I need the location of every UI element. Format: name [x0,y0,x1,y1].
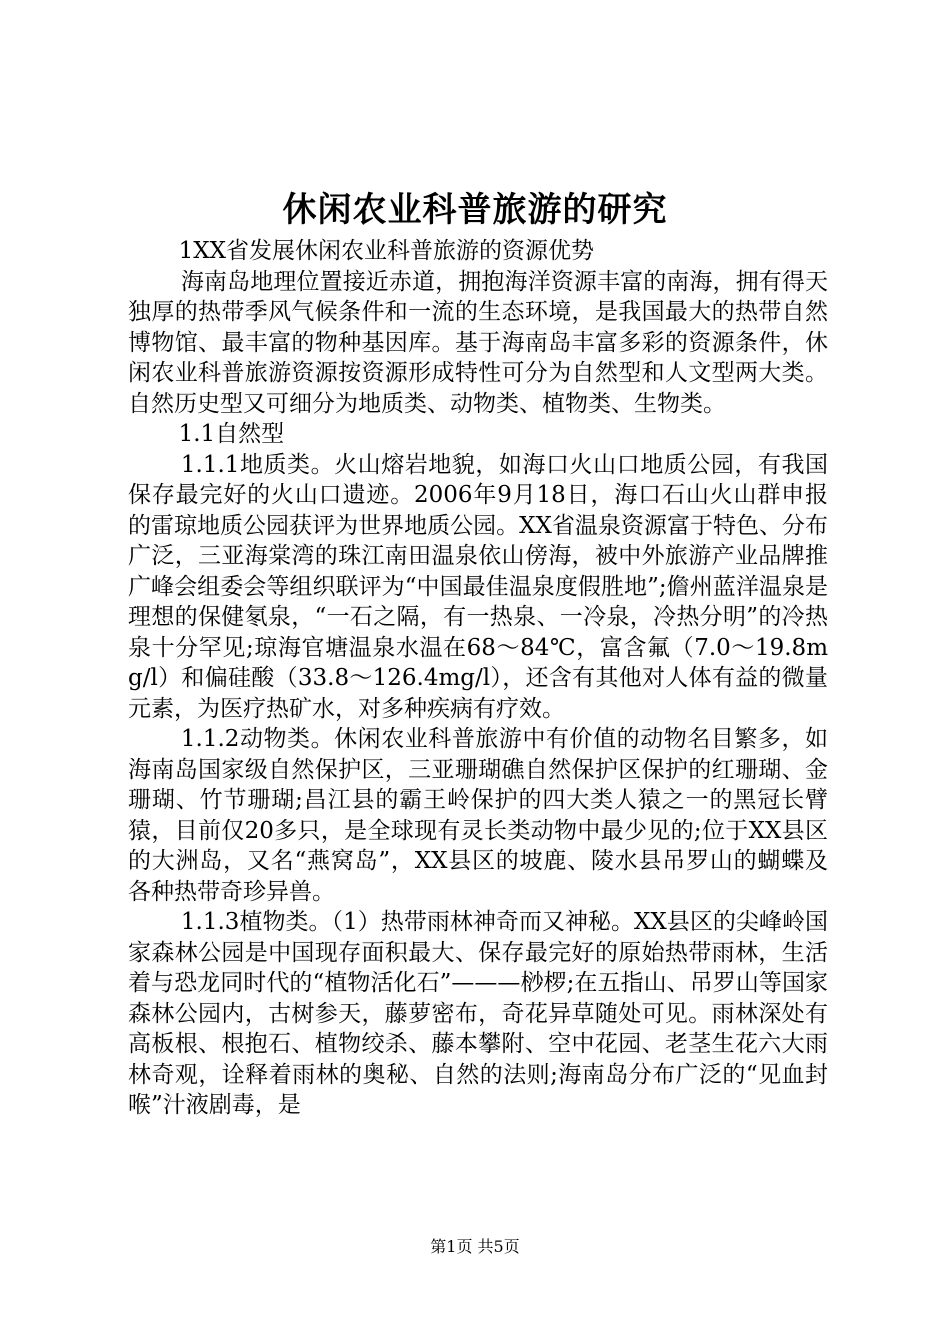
body-paragraph: 1.1.2动物类。休闲农业科普旅游中有价值的动物名目繁多，如海南岛国家级自然保护区，三亚珊瑚礁自然保护区保护的红珊瑚、金珊瑚、竹节珊瑚;昌江县的霸王岭保护的四大类人猿之一的黑冠长臂猿，目前仅20多只，是全球现有灵长类动物中最少见的;位于XX县区的大洲岛，又名“燕窝岛”，XX县区的坡鹿、陵水县吊罗山的蝴蝶及各种热带奇珍异兽。 [128,726,828,905]
page-total: 共5页 [477,1237,520,1256]
page-footer [0,1236,950,1258]
subsection-heading: 1.1自然型 [178,421,285,447]
document-title: 休闲农业科普旅游的研究 [282,190,668,230]
body-paragraph: 1.1.3植物类。（1）热带雨林神奇而又神秘。XX县区的尖峰岭国家森林公园是中国现存面积最大、保存最完好的原始热带雨林，生活着与恐龙同时代的“植物活化石”———桫椤;在五指山、吊罗山等国家森林公园内，古树参天，藤萝密布，奇花异草随处可见。雨林深处有高板根、根抱石、植物绞杀、藤本攀附、空中花园、老茎生花六大雨林奇观，诠释着雨林的奥秘、自然的法则;海南岛分布广泛的“见血封喉”汁液剧毒，是 [128,909,828,1118]
body-paragraph: 海南岛地理位置接近赤道，拥抱海洋资源丰富的南海，拥有得天独厚的热带季风气候条件和一流的生态环境，是我国最大的热带自然博物馆、最丰富的物种基因库。基于海南岛丰富多彩的资源条件，休闲农业科普旅游资源按资源形成特性可分为自然型和人文型两大类。自然历史型又可细分为地质类、动物类、植物类、生物类。 [128,268,828,417]
page-number: 第1页 [430,1237,473,1256]
section-heading: 1XX省发展休闲农业科普旅游的资源优势 [178,238,594,264]
body-paragraph: 1.1.1地质类。火山熔岩地貌，如海口火山口地质公园，有我国保存最完好的火山口遗迹。2006年9月18日，海口石山火山群申报的雷琼地质公园获评为世界地质公园。XX省温泉资源富于特色、分布广泛，三亚海棠湾的珠江南田温泉依山傍海，被中外旅游产业品牌推广峰会组委会等组织联评为“中国最佳温泉度假胜地”;儋州蓝洋温泉是理想的保健氡泉，“一石之隔，有一热泉、一冷泉，冷热分明”的冷热泉十分罕见;琼海官塘温泉水温在68～84℃，富含氟（7.0～19.8mg/l）和偏硅酸（33.8～126.4mg/l），还含有其他对人体有益的微量元素，为医疗热矿水，对多种疾病有疗效。 [128,451,828,722]
document-body [128,236,828,1121]
